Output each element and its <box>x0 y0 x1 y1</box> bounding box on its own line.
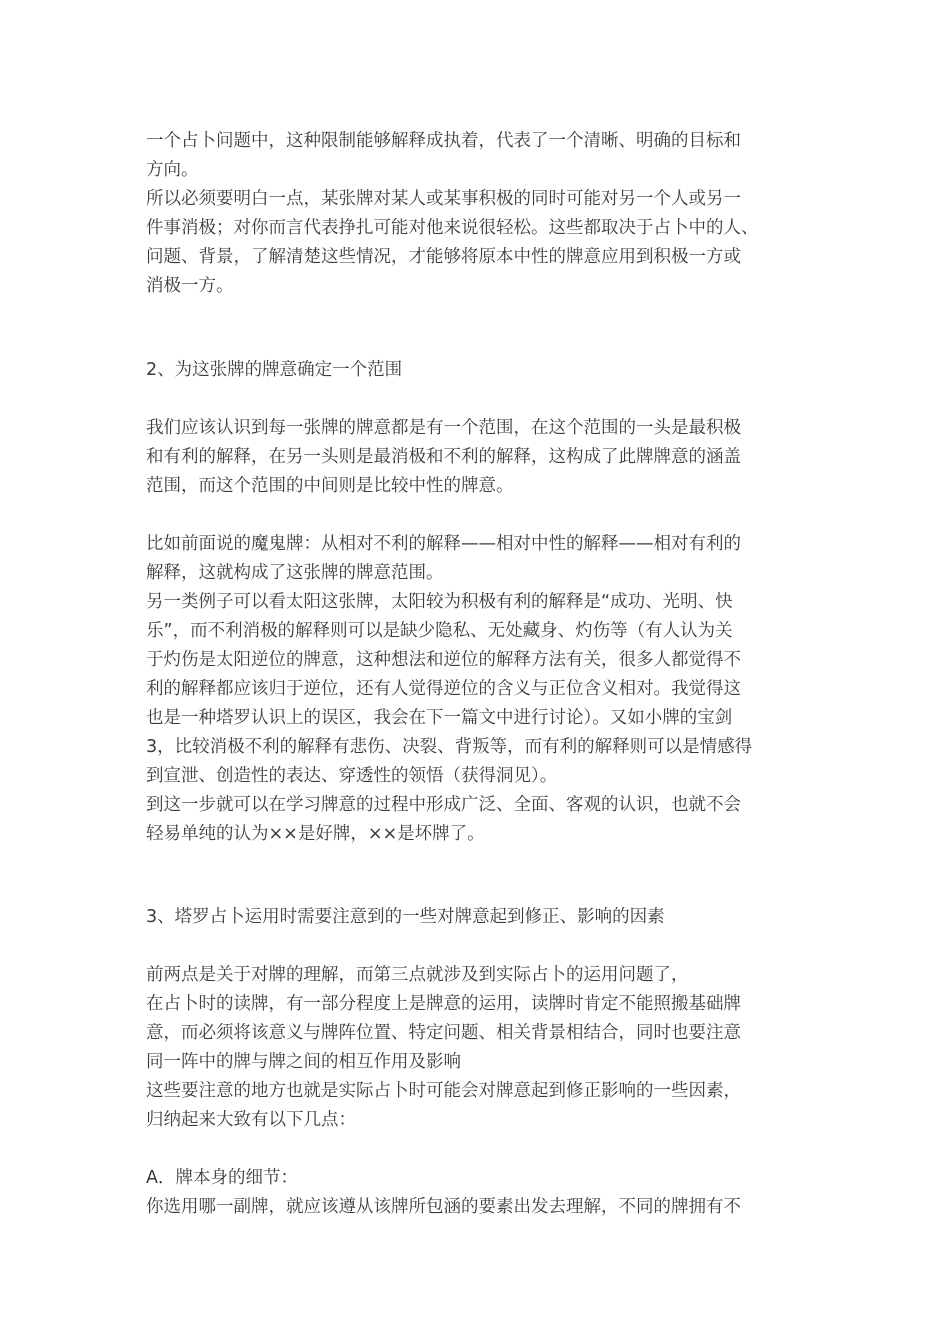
paragraph-intro <box>146 127 826 301</box>
text-line: 到这一步就可以在学习牌意的过程中形成广泛、全面、客观的认识，也就不会 <box>146 795 741 815</box>
text-line: 归纳起来大致有以下几点： <box>146 1110 356 1130</box>
text-line: 同一阵中的牌与牌之间的相互作用及影响 <box>146 1052 461 1072</box>
heading-text: 3、塔罗占卜运用时需要注意到的一些对牌意起到修正、影响的因素 <box>146 907 665 927</box>
text-line: 到宣泄、创造性的表达、穿透性的领悟（获得洞见）。 <box>146 766 558 786</box>
subheading-text: A．牌本身的细节： <box>146 1168 298 1188</box>
paragraph-a <box>146 1193 826 1222</box>
text-line: 范围，而这个范围的中间则是比较中性的牌意。 <box>146 476 514 496</box>
section-heading-2 <box>146 356 826 385</box>
text-line: 件事消极；对你而言代表挣扎可能对他来说很轻松。这些都取决于占卜中的人、 <box>146 218 759 238</box>
text-line: 轻易单纯的认为××是好牌，××是坏牌了。 <box>146 824 485 844</box>
text-line: 于灼伤是太阳逆位的牌意，这种想法和逆位的解释方法有关，很多人都觉得不 <box>146 650 741 670</box>
paragraph-application <box>146 961 826 1135</box>
text-line: 方向。 <box>146 160 199 180</box>
text-line: 意，而必须将该意义与牌阵位置、特定问题、相关背景相结合，同时也要注意 <box>146 1023 741 1043</box>
section-heading-3 <box>146 903 826 932</box>
text-line: 和有利的解释，在另一头则是最消极和不利的解释，这构成了此牌牌意的涵盖 <box>146 447 741 467</box>
subheading-a <box>146 1164 826 1193</box>
text-line: 消极一方。 <box>146 276 234 296</box>
text-line: 所以必须要明白一点，某张牌对某人或某事积极的同时可能对另一个人或另一 <box>146 189 741 209</box>
paragraph-examples <box>146 530 826 849</box>
text-line: 也是一种塔罗认识上的误区，我会在下一篇文中进行讨论）。又如小牌的宝剑 <box>146 708 733 728</box>
text-line: 比如前面说的魔鬼牌：从相对不利的解释——相对中性的解释——相对有利的 <box>146 534 741 554</box>
text-line: 问题、背景，了解清楚这些情况，才能够将原本中性的牌意应用到积极一方或 <box>146 247 741 267</box>
text-line: 另一类例子可以看太阳这张牌，太阳较为积极有利的解释是“成功、光明、快 <box>146 592 733 612</box>
text-line: 你选用哪一副牌，就应该遵从该牌所包涵的要素出发去理解，不同的牌拥有不 <box>146 1197 741 1217</box>
text-line: 前两点是关于对牌的理解，而第三点就涉及到实际占卜的运用问题了， <box>146 965 689 985</box>
text-line: 3，比较消极不利的解释有悲伤、决裂、背叛等，而有利的解释则可以是情感得 <box>146 737 753 757</box>
text-line: 我们应该认识到每一张牌的牌意都是有一个范围，在这个范围的一头是最积极 <box>146 418 741 438</box>
heading-text: 2、为这张牌的牌意确定一个范围 <box>146 360 403 380</box>
text-line: 在占卜时的读牌，有一部分程度上是牌意的运用，读牌时肯定不能照搬基础牌 <box>146 994 741 1014</box>
paragraph-range <box>146 414 826 501</box>
text-line: 利的解释都应该归于逆位，还有人觉得逆位的含义与正位含义相对。我觉得这 <box>146 679 741 699</box>
text-line: 这些要注意的地方也就是实际占卜时可能会对牌意起到修正影响的一些因素， <box>146 1081 741 1101</box>
text-line: 一个占卜问题中，这种限制能够解释成执着，代表了一个清晰、明确的目标和 <box>146 131 741 151</box>
text-line: 乐”，而不利消极的解释则可以是缺少隐私、无处藏身、灼伤等（有人认为关 <box>146 621 733 641</box>
text-line: 解释，这就构成了这张牌的牌意范围。 <box>146 563 444 583</box>
